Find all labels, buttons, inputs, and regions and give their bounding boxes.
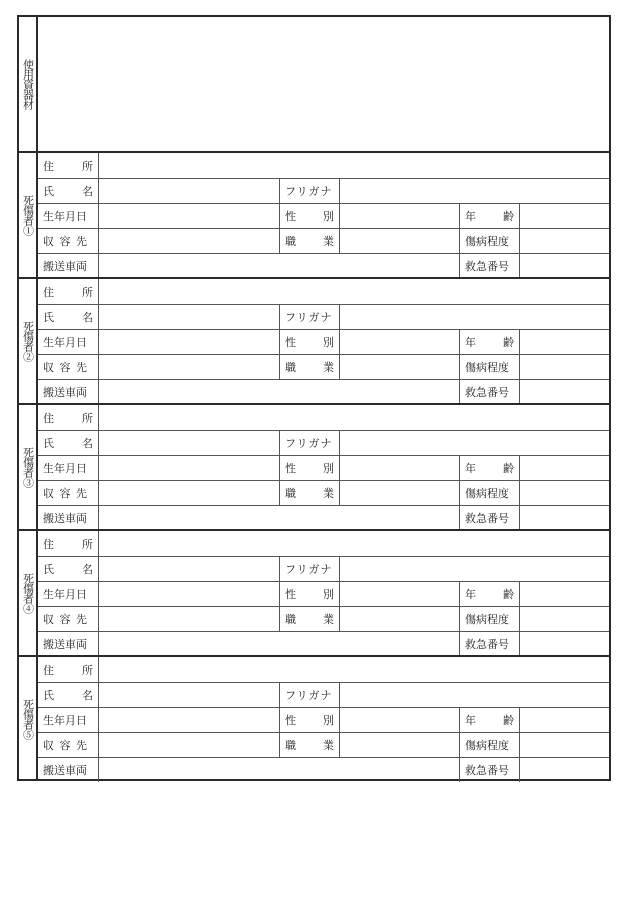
severity-label bbox=[459, 229, 520, 253]
vehicle-label bbox=[38, 380, 99, 404]
vehicle-row bbox=[38, 631, 609, 656]
label-text: 性 bbox=[285, 714, 296, 727]
furigana-field[interactable] bbox=[340, 431, 609, 455]
ambulance-number-label bbox=[459, 506, 520, 530]
address-label bbox=[38, 657, 99, 682]
name-row bbox=[38, 556, 609, 581]
destination-field[interactable] bbox=[99, 355, 279, 379]
address-field[interactable] bbox=[99, 531, 609, 556]
label-text: 傷病程度 bbox=[465, 613, 509, 626]
destination-field[interactable] bbox=[99, 733, 279, 757]
label-text: 生年月日 bbox=[43, 714, 87, 727]
equipment-label bbox=[19, 17, 38, 151]
label-text: 搬送車両 bbox=[43, 512, 87, 525]
label-text: 氏 bbox=[43, 437, 54, 450]
label-text: 性 bbox=[285, 210, 296, 223]
ambulance-number-field[interactable] bbox=[520, 254, 609, 278]
sex-label bbox=[279, 708, 340, 732]
name-field[interactable] bbox=[99, 179, 279, 203]
address-label bbox=[38, 279, 99, 304]
ambulance-number-label bbox=[459, 758, 520, 782]
label-text: 別 bbox=[323, 462, 334, 475]
casualty-label bbox=[19, 531, 38, 655]
name-label bbox=[38, 683, 99, 707]
label-text: 齢 bbox=[503, 336, 514, 349]
occupation-label bbox=[279, 481, 340, 505]
name-field[interactable] bbox=[99, 431, 279, 455]
age-label bbox=[459, 708, 520, 732]
label-text: フリガナ bbox=[285, 563, 333, 576]
dob-row bbox=[38, 203, 609, 228]
casualty-report-form bbox=[17, 15, 611, 781]
name-row bbox=[38, 682, 609, 707]
casualty-block bbox=[19, 529, 609, 655]
ambulance-number-field[interactable] bbox=[520, 632, 609, 656]
label-text: 名 bbox=[82, 185, 93, 198]
furigana-field[interactable] bbox=[340, 683, 609, 707]
label-text: 住 bbox=[43, 663, 54, 677]
occupation-field[interactable] bbox=[340, 229, 459, 253]
label-text: 氏 bbox=[43, 563, 54, 576]
severity-field[interactable] bbox=[520, 607, 609, 631]
label-text: 名 bbox=[82, 311, 93, 324]
destination-row bbox=[38, 732, 609, 757]
furigana-field[interactable] bbox=[340, 557, 609, 581]
dob-row bbox=[38, 455, 609, 480]
label-text: 業 bbox=[323, 487, 334, 500]
label-text: 齢 bbox=[503, 210, 514, 223]
vehicle-field[interactable] bbox=[99, 758, 459, 782]
dob-field[interactable] bbox=[99, 204, 279, 228]
name-row bbox=[38, 430, 609, 455]
severity-label bbox=[459, 355, 520, 379]
dob-label bbox=[38, 582, 99, 606]
label-text: 業 bbox=[323, 235, 334, 248]
label-text: 住 bbox=[43, 537, 54, 551]
label-text: 救急番号 bbox=[465, 764, 509, 777]
label-text: 傷病程度 bbox=[465, 487, 509, 500]
severity-field[interactable] bbox=[520, 733, 609, 757]
label-text: 職 bbox=[285, 487, 296, 500]
label-text: 業 bbox=[323, 361, 334, 374]
age-label bbox=[459, 456, 520, 480]
dob-field[interactable] bbox=[99, 708, 279, 732]
address-field[interactable] bbox=[99, 657, 609, 682]
label-text: 性 bbox=[285, 588, 296, 601]
name-label bbox=[38, 431, 99, 455]
dob-row bbox=[38, 329, 609, 354]
sex-field[interactable] bbox=[340, 708, 459, 732]
label-text: 所 bbox=[82, 411, 93, 425]
furigana-label bbox=[279, 431, 340, 455]
label-text: フリガナ bbox=[285, 689, 333, 702]
label-text: 生年月日 bbox=[43, 210, 87, 223]
address-row bbox=[38, 153, 609, 178]
casualty-label bbox=[19, 405, 38, 529]
vehicle-field[interactable] bbox=[99, 380, 459, 404]
label-text: 所 bbox=[82, 159, 93, 173]
sex-field[interactable] bbox=[340, 456, 459, 480]
name-field[interactable] bbox=[99, 305, 279, 329]
label-text: 別 bbox=[323, 210, 334, 223]
ambulance-number-label bbox=[459, 254, 520, 278]
casualty-block bbox=[19, 151, 609, 277]
equipment-label-text: 使用資器材 bbox=[21, 59, 35, 109]
occupation-field[interactable] bbox=[340, 481, 459, 505]
casualty-block bbox=[19, 655, 609, 781]
age-label bbox=[459, 582, 520, 606]
dob-field[interactable] bbox=[99, 582, 279, 606]
label-text: 収 容 先 bbox=[43, 739, 88, 752]
age-field[interactable] bbox=[520, 204, 609, 228]
label-text: 傷病程度 bbox=[465, 235, 509, 248]
furigana-field[interactable] bbox=[340, 179, 609, 203]
occupation-label bbox=[279, 733, 340, 757]
age-field[interactable] bbox=[520, 582, 609, 606]
label-text: 救急番号 bbox=[465, 386, 509, 399]
label-text: 収 容 先 bbox=[43, 487, 88, 500]
severity-label bbox=[459, 481, 520, 505]
label-text: 傷病程度 bbox=[465, 361, 509, 374]
label-text: 齢 bbox=[503, 462, 514, 475]
sex-label bbox=[279, 582, 340, 606]
sex-label bbox=[279, 330, 340, 354]
vehicle-row bbox=[38, 757, 609, 782]
equipment-field[interactable] bbox=[38, 17, 609, 151]
label-text: 業 bbox=[323, 739, 334, 752]
label-text: 年 bbox=[465, 588, 476, 601]
label-text: 搬送車両 bbox=[43, 638, 87, 651]
sex-label bbox=[279, 456, 340, 480]
destination-field[interactable] bbox=[99, 481, 279, 505]
casualty-label-text: 死傷者③ bbox=[21, 447, 35, 487]
destination-row bbox=[38, 228, 609, 253]
vehicle-label bbox=[38, 254, 99, 278]
occupation-field[interactable] bbox=[340, 733, 459, 757]
label-text: 生年月日 bbox=[43, 336, 87, 349]
sex-field[interactable] bbox=[340, 204, 459, 228]
name-field[interactable] bbox=[99, 683, 279, 707]
destination-row bbox=[38, 480, 609, 505]
dob-row bbox=[38, 581, 609, 606]
label-text: 所 bbox=[82, 285, 93, 299]
destination-label bbox=[38, 607, 99, 631]
vehicle-field[interactable] bbox=[99, 506, 459, 530]
label-text: 年 bbox=[465, 336, 476, 349]
dob-row bbox=[38, 707, 609, 732]
ambulance-number-field[interactable] bbox=[520, 380, 609, 404]
ambulance-number-label bbox=[459, 380, 520, 404]
address-field[interactable] bbox=[99, 405, 609, 430]
name-row bbox=[38, 178, 609, 203]
dob-label bbox=[38, 708, 99, 732]
label-text: 年 bbox=[465, 210, 476, 223]
occupation-field[interactable] bbox=[340, 607, 459, 631]
sex-field[interactable] bbox=[340, 582, 459, 606]
severity-field[interactable] bbox=[520, 355, 609, 379]
address-row bbox=[38, 279, 609, 304]
ambulance-number-label bbox=[459, 632, 520, 656]
equipment-section bbox=[19, 17, 609, 151]
age-label bbox=[459, 330, 520, 354]
label-text: 業 bbox=[323, 613, 334, 626]
label-text: 年 bbox=[465, 462, 476, 475]
dob-label bbox=[38, 330, 99, 354]
address-label bbox=[38, 405, 99, 430]
destination-field[interactable] bbox=[99, 607, 279, 631]
label-text: 性 bbox=[285, 462, 296, 475]
label-text: 住 bbox=[43, 411, 54, 425]
sex-label bbox=[279, 204, 340, 228]
destination-label bbox=[38, 229, 99, 253]
label-text: 別 bbox=[323, 714, 334, 727]
label-text: 別 bbox=[323, 588, 334, 601]
label-text: 職 bbox=[285, 613, 296, 626]
address-label bbox=[38, 531, 99, 556]
label-text: 齢 bbox=[503, 588, 514, 601]
casualty-label-text: 死傷者⑤ bbox=[21, 699, 35, 739]
address-row bbox=[38, 405, 609, 430]
label-text: 氏 bbox=[43, 689, 54, 702]
occupation-field[interactable] bbox=[340, 355, 459, 379]
label-text: 所 bbox=[82, 537, 93, 551]
vehicle-label bbox=[38, 758, 99, 782]
furigana-label bbox=[279, 683, 340, 707]
vehicle-label bbox=[38, 632, 99, 656]
dob-field[interactable] bbox=[99, 330, 279, 354]
vehicle-label bbox=[38, 506, 99, 530]
label-text: 氏 bbox=[43, 311, 54, 324]
severity-field[interactable] bbox=[520, 481, 609, 505]
casualty-label-text: 死傷者④ bbox=[21, 573, 35, 613]
label-text: 名 bbox=[82, 437, 93, 450]
furigana-label bbox=[279, 557, 340, 581]
name-label bbox=[38, 557, 99, 581]
address-row bbox=[38, 531, 609, 556]
name-row bbox=[38, 304, 609, 329]
name-label bbox=[38, 179, 99, 203]
label-text: 住 bbox=[43, 159, 54, 173]
casualty-label bbox=[19, 279, 38, 403]
age-label bbox=[459, 204, 520, 228]
age-field[interactable] bbox=[520, 708, 609, 732]
severity-field[interactable] bbox=[520, 229, 609, 253]
destination-row bbox=[38, 606, 609, 631]
name-label bbox=[38, 305, 99, 329]
furigana-label bbox=[279, 179, 340, 203]
address-row bbox=[38, 657, 609, 682]
label-text: 名 bbox=[82, 563, 93, 576]
label-text: 搬送車両 bbox=[43, 260, 87, 273]
dob-field[interactable] bbox=[99, 456, 279, 480]
vehicle-row bbox=[38, 379, 609, 404]
label-text: 生年月日 bbox=[43, 462, 87, 475]
label-text: フリガナ bbox=[285, 311, 333, 324]
age-field[interactable] bbox=[520, 330, 609, 354]
label-text: 傷病程度 bbox=[465, 739, 509, 752]
label-text: 所 bbox=[82, 663, 93, 677]
label-text: 別 bbox=[323, 336, 334, 349]
label-text: 氏 bbox=[43, 185, 54, 198]
label-text: 生年月日 bbox=[43, 588, 87, 601]
ambulance-number-field[interactable] bbox=[520, 758, 609, 782]
vehicle-row bbox=[38, 253, 609, 278]
label-text: 収 容 先 bbox=[43, 361, 88, 374]
casualty-label-text: 死傷者② bbox=[21, 321, 35, 361]
label-text: 齢 bbox=[503, 714, 514, 727]
casualty-label-text: 死傷者① bbox=[21, 195, 35, 235]
label-text: 性 bbox=[285, 336, 296, 349]
occupation-label bbox=[279, 355, 340, 379]
name-field[interactable] bbox=[99, 557, 279, 581]
label-text: フリガナ bbox=[285, 437, 333, 450]
severity-label bbox=[459, 733, 520, 757]
address-field[interactable] bbox=[99, 153, 609, 178]
label-text: 救急番号 bbox=[465, 638, 509, 651]
casualty-block bbox=[19, 403, 609, 529]
occupation-label bbox=[279, 607, 340, 631]
label-text: 搬送車両 bbox=[43, 386, 87, 399]
label-text: 収 容 先 bbox=[43, 613, 88, 626]
dob-label bbox=[38, 456, 99, 480]
vehicle-field[interactable] bbox=[99, 254, 459, 278]
ambulance-number-field[interactable] bbox=[520, 506, 609, 530]
label-text: 職 bbox=[285, 739, 296, 752]
vehicle-row bbox=[38, 505, 609, 530]
dob-label bbox=[38, 204, 99, 228]
casualty-block bbox=[19, 277, 609, 403]
label-text: フリガナ bbox=[285, 185, 333, 198]
label-text: 職 bbox=[285, 361, 296, 374]
destination-field[interactable] bbox=[99, 229, 279, 253]
vehicle-field[interactable] bbox=[99, 632, 459, 656]
destination-label bbox=[38, 481, 99, 505]
label-text: 年 bbox=[465, 714, 476, 727]
casualty-label bbox=[19, 153, 38, 277]
label-text: 収 容 先 bbox=[43, 235, 88, 248]
severity-label bbox=[459, 607, 520, 631]
label-text: 救急番号 bbox=[465, 260, 509, 273]
destination-label bbox=[38, 355, 99, 379]
label-text: 救急番号 bbox=[465, 512, 509, 525]
furigana-field[interactable] bbox=[340, 305, 609, 329]
destination-row bbox=[38, 354, 609, 379]
label-text: 名 bbox=[82, 689, 93, 702]
label-text: 職 bbox=[285, 235, 296, 248]
address-field[interactable] bbox=[99, 279, 609, 304]
sex-field[interactable] bbox=[340, 330, 459, 354]
label-text: 住 bbox=[43, 285, 54, 299]
age-field[interactable] bbox=[520, 456, 609, 480]
destination-label bbox=[38, 733, 99, 757]
label-text: 搬送車両 bbox=[43, 764, 87, 777]
address-label bbox=[38, 153, 99, 178]
furigana-label bbox=[279, 305, 340, 329]
casualty-label bbox=[19, 657, 38, 781]
occupation-label bbox=[279, 229, 340, 253]
